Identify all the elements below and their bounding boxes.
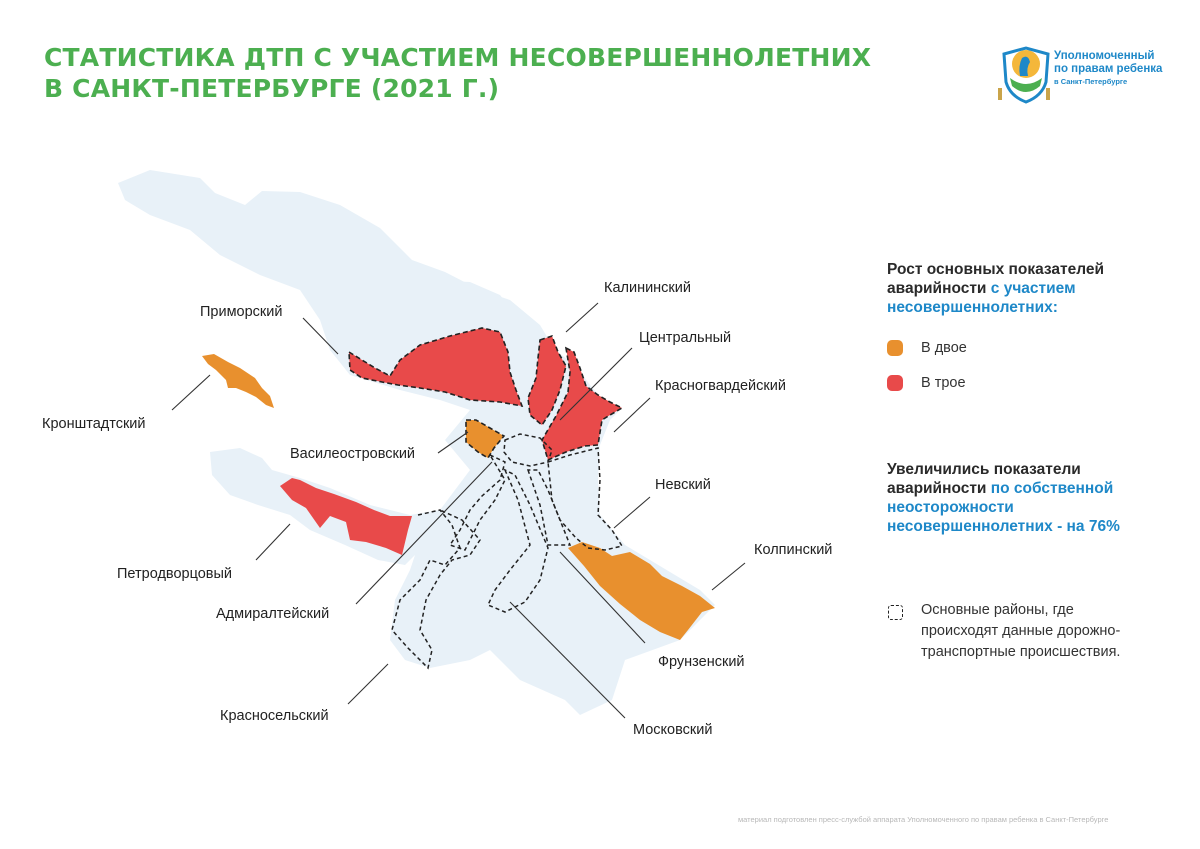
stat-text — [887, 460, 1172, 536]
logo-line-1: Уполномоченный — [1054, 50, 1155, 62]
label-admiralteysky: Адмиралтейский — [216, 606, 330, 622]
legend-double-label: В двое — [921, 340, 967, 356]
label-nevsky: Невский — [655, 477, 711, 493]
label-kalininsky: Калининский — [604, 280, 691, 296]
legend-triple-label: В трое — [921, 375, 966, 391]
legend-heading-blue: с участием несовершеннолетних: — [887, 280, 1076, 316]
legend-swatch-double — [887, 340, 903, 356]
label-petrodvortsovy: Петродворцовый — [117, 566, 233, 582]
dashed-legend-note: Основные районы, где происходят данные дорожно-транспортные происшествия. — [921, 602, 1121, 660]
logo-line-3: в Санкт-Петербурге — [1054, 77, 1128, 86]
label-kronshtadtsky: Кронштадтский — [42, 416, 146, 432]
footer-credit: материал подготовлен пресс-службой аппарата Уполномоченного по правам ребенка в Санкт-Петербурге — [738, 815, 1109, 824]
stat-blue: по собственной неосторожности несовершеннолетних - на 76% — [887, 480, 1120, 535]
label-frunzensky: Фрунзенский — [658, 654, 745, 670]
label-moskovsky: Московский — [633, 722, 713, 738]
district-kronshtadtsky[interactable] — [202, 354, 274, 408]
dashed-border-legend-icon — [888, 605, 903, 620]
stat-main: Увеличились показатели аварийности — [887, 461, 1081, 497]
label-krasnoselsky: Красносельский — [220, 708, 329, 724]
label-centralny: Центральный — [639, 330, 732, 346]
label-kolpinsky: Колпинский — [754, 542, 833, 558]
logo-line-2: по правам ребенка — [1054, 63, 1163, 75]
label-krasnogvardeysky: Красногвардейский — [655, 378, 786, 394]
legend-heading — [887, 260, 1157, 317]
title-line-1: СТАТИСТИКА ДТП С УЧАСТИЕМ НЕСОВЕРШЕННОЛЕТНИХ — [44, 43, 872, 72]
legend-swatch-triple — [887, 375, 903, 391]
land-north — [118, 170, 715, 715]
legend-heading-main: Рост основных показателей аварийности — [887, 261, 1105, 297]
label-primorsky: Приморский — [200, 304, 283, 320]
title-line-2: В САНКТ-ПЕТЕРБУРГЕ (2021 Г.) — [44, 74, 500, 103]
label-vasileostrovsky: Василеостровский — [290, 446, 416, 462]
